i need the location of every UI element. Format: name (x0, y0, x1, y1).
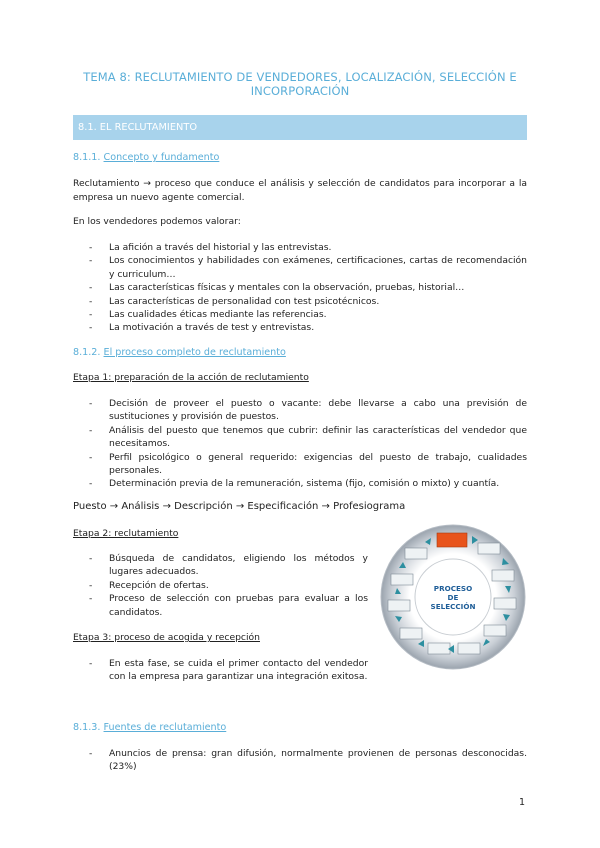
subsection-title[interactable]: Concepto y fundamento (103, 152, 220, 163)
step-box (478, 543, 500, 554)
selection-process-diagram (378, 522, 528, 672)
stage-3-list (89, 657, 368, 684)
step-box (492, 570, 514, 581)
list-item: - La motivación a través de test y entrevistas. (89, 321, 527, 334)
stage-3-heading: Etapa 3: proceso de acogida y recepción (73, 632, 260, 643)
subsection-heading-8-1-2 (73, 347, 286, 358)
document-title: TEMA 8: RECLUTAMIENTO DE VENDEDORES, LOCALIZACIÓN, SELECCIÓN E INCORPORACIÓN (83, 70, 517, 98)
list-item: - Análisis del puesto que tenemos que cubrir: definir las características del vendedor que necesitamos. (89, 424, 527, 451)
subsection-title[interactable]: Fuentes de reclutamiento (103, 722, 227, 733)
stage-2-list (89, 552, 368, 619)
step-box-highlight (437, 533, 467, 547)
section-header: 8.1. EL RECLUTAMIENTO (73, 115, 527, 140)
diagram-center-label-line3: SELECCIÓN (430, 602, 476, 611)
list-item: - Búsqueda de candidatos, eligiendo los métodos y lugares adecuados. (89, 552, 368, 579)
list-item: - Decisión de proveer el puesto o vacante: debe llevarse a cabo una previsión de sustituciones y provisión de puestos. (89, 397, 527, 424)
page-number: 1 (519, 797, 526, 808)
subsection-title[interactable]: El proceso completo de reclutamiento (103, 347, 286, 358)
list-item: - Proceso de selección con pruebas para evaluar a los candidatos. (89, 592, 368, 619)
step-box (388, 600, 410, 611)
diagram-center-label-line2: DE (447, 593, 459, 602)
step-box (405, 548, 427, 559)
list-item: - Las cualidades éticas mediante las referencias. (89, 308, 527, 321)
list-item: - Determinación previa de la remuneración, sistema (fijo, comisión o mixto) y cuantía. (89, 477, 527, 490)
stage-2-heading: Etapa 2: reclutamiento (73, 528, 179, 539)
stage-1-list (89, 397, 527, 491)
definition-paragraph: Reclutamiento → proceso que conduce el análisis y selección de candidatos para incorporar a la empresa un nuevo agente comercial. (73, 178, 527, 203)
list-item: - Perfil psicológico o general requerido: exigencias del puesto de trabajo, cualidades personales. (89, 451, 527, 478)
subsection-number: 8.1.2. (73, 347, 101, 358)
intro-paragraph: En los vendedores podemos valorar: (73, 216, 241, 227)
list-item: - Las características físicas y mentales con la observación, pruebas, historial… (89, 281, 527, 294)
valuation-list (89, 241, 527, 335)
list-item: - Recepción de ofertas. (89, 579, 368, 592)
list-item: - Anuncios de prensa: gran difusión, normalmente provienen de personas desconocidas. (23%) (89, 747, 527, 774)
list-item: - En esta fase, se cuida el primer contacto del vendedor con la empresa para garantizar una integración exitosa. (89, 657, 368, 684)
process-flow: Puesto → Análisis → Descripción → Especificación → Profesiograma (73, 501, 406, 512)
sources-list (89, 747, 527, 774)
list-item: - Los conocimientos y habilidades con exámenes, certificaciones, cartas de recomendación y curriculum… (89, 254, 527, 281)
step-box (400, 628, 422, 639)
subsection-number: 8.1.1. (73, 152, 101, 163)
subsection-number: 8.1.3. (73, 722, 101, 733)
step-box (428, 643, 450, 654)
diagram-center-label-line1: PROCESO (433, 584, 473, 593)
step-box (484, 625, 506, 636)
step-box (458, 643, 480, 654)
list-item: - La afición a través del historial y las entrevistas. (89, 241, 527, 254)
list-item: - Las características de personalidad con test psicotécnicos. (89, 295, 527, 308)
step-box (391, 574, 413, 585)
step-box (494, 598, 516, 609)
stage-1-heading: Etapa 1: preparación de la acción de reclutamiento (73, 372, 309, 383)
subsection-heading-8-1-1 (73, 152, 219, 163)
subsection-heading-8-1-3 (73, 722, 226, 733)
